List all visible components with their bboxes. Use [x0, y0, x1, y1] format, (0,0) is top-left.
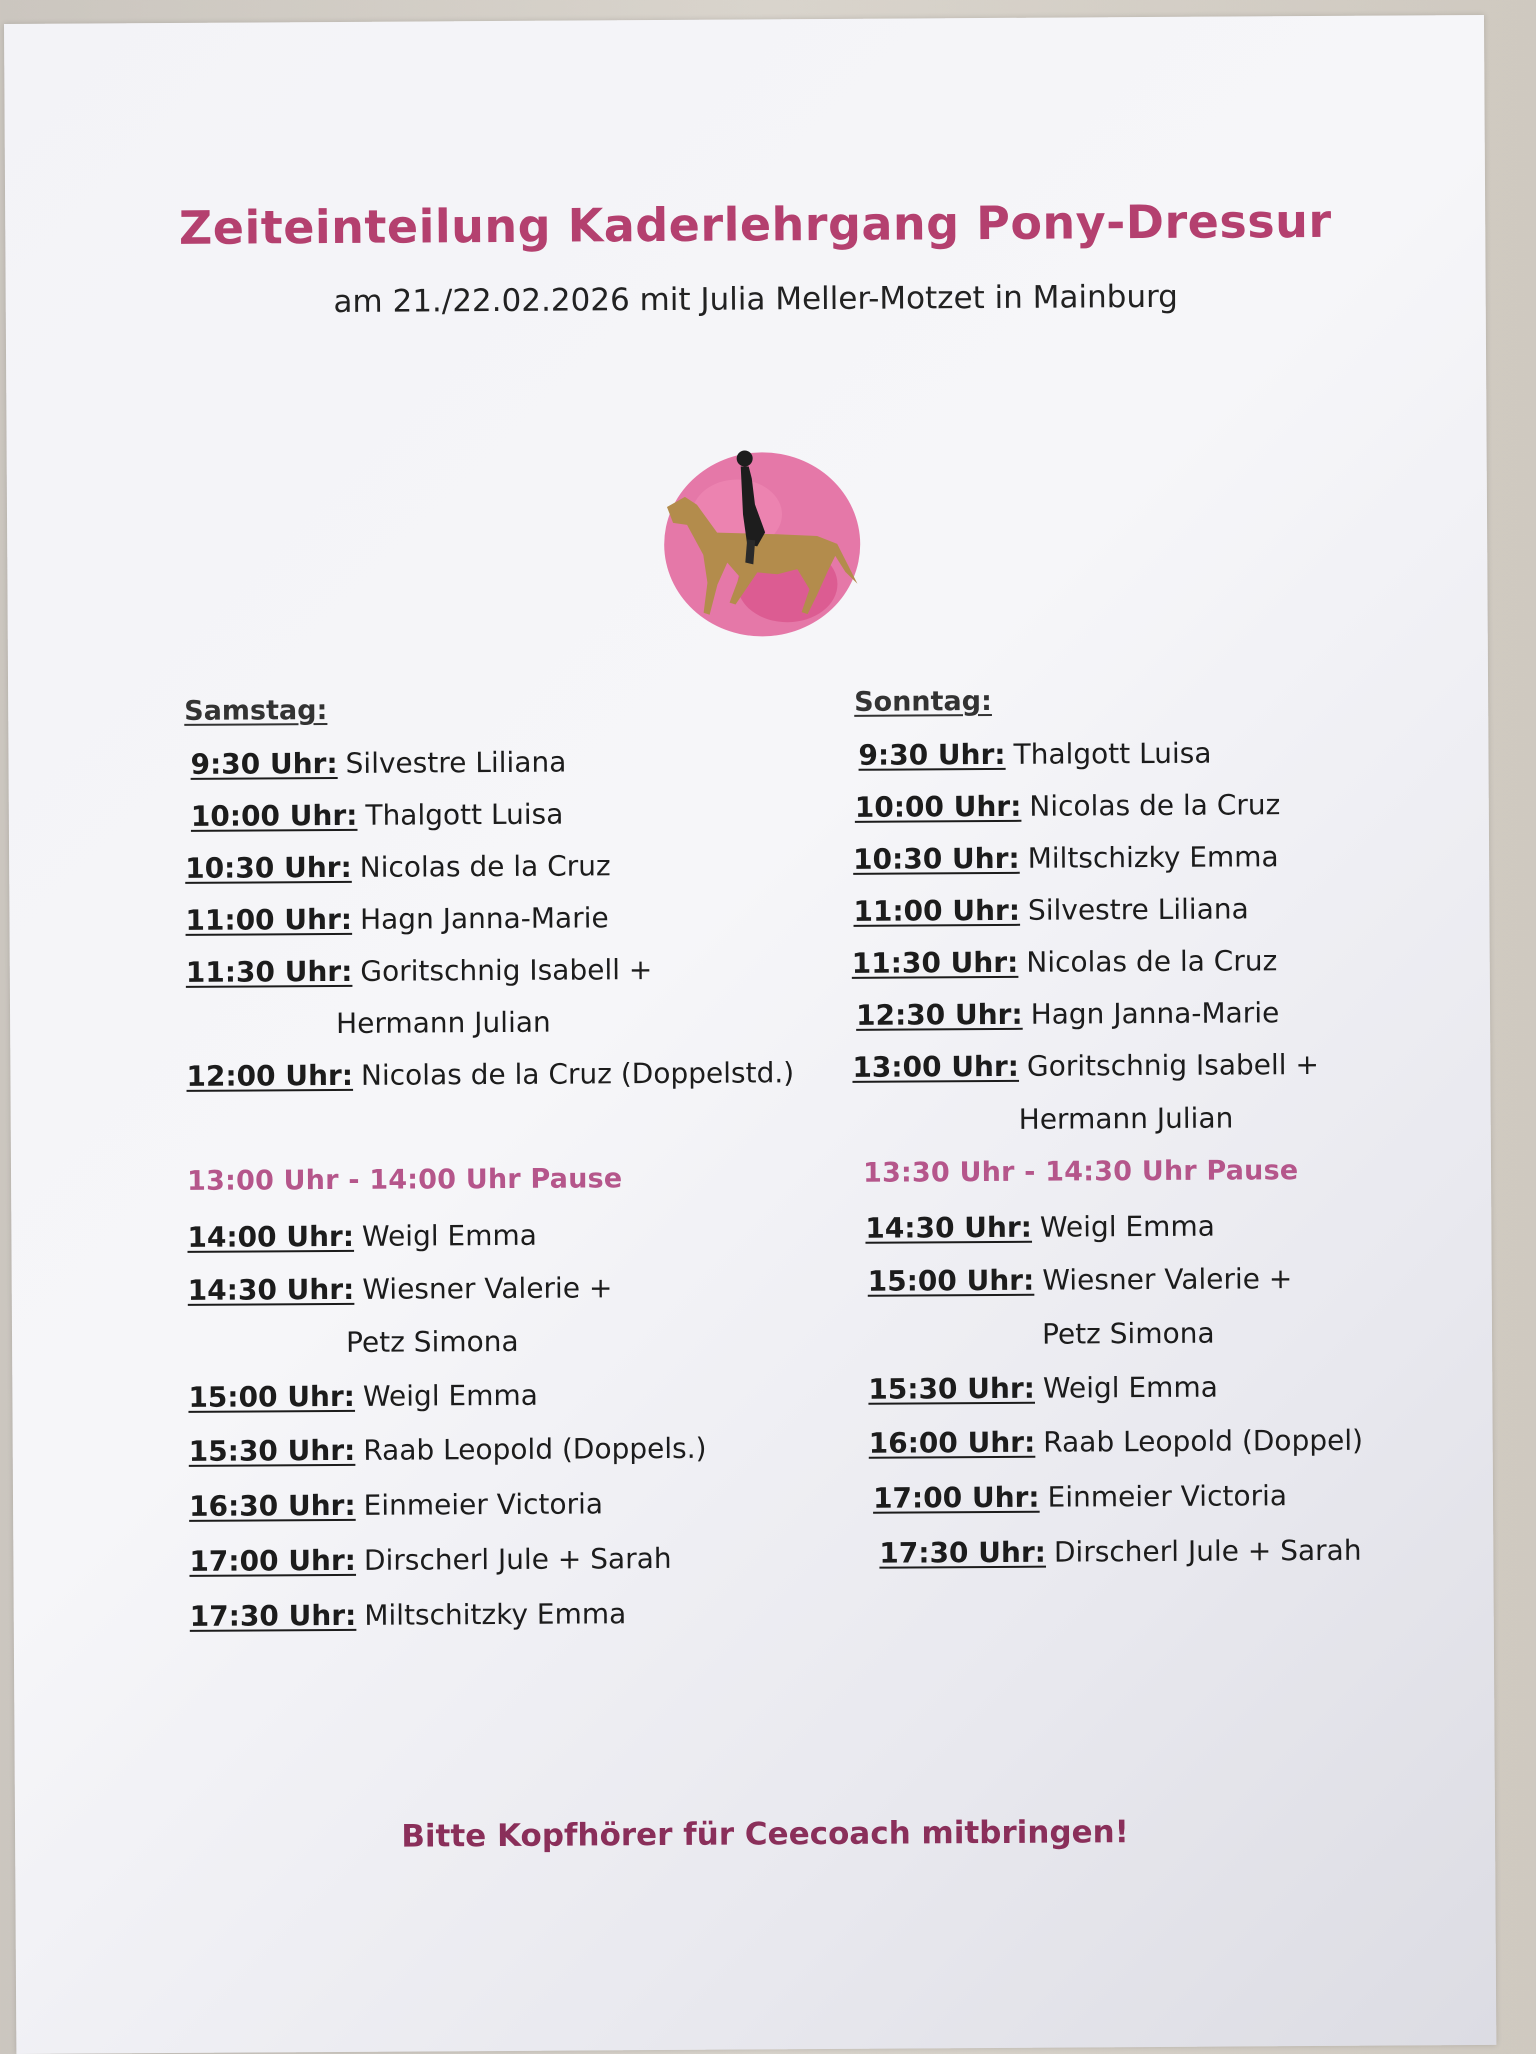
slot-time: 17:00 Uhr: — [189, 1543, 357, 1578]
saturday-slot — [186, 1056, 794, 1093]
slot-name: Weigl Emma — [361, 1218, 537, 1253]
slot-time: 11:30 Uhr: — [185, 954, 353, 989]
sunday-slot — [855, 788, 1281, 824]
slot-name: Silvestre Liliana — [345, 745, 567, 780]
saturday-slot — [191, 798, 564, 833]
slot-name: Einmeier Victoria — [1047, 1479, 1288, 1514]
sunday-slot — [873, 1479, 1287, 1515]
saturday-pause: 13:00 Uhr - 14:00 Uhr Pause — [186, 1163, 623, 1197]
slot-name: Miltschizky Emma — [1027, 840, 1279, 875]
slot-name: Dirscherl Jule + Sarah — [363, 1541, 672, 1577]
slot-continuation: Petz Simona — [345, 1324, 519, 1359]
slot-name: Goritschnig Isabell + — [1026, 1047, 1319, 1083]
slot-time: 11:30 Uhr: — [851, 945, 1019, 980]
slot-time: 14:30 Uhr: — [865, 1210, 1033, 1245]
slot-name: Raab Leopold (Doppels.) — [363, 1431, 707, 1467]
sunday-slot — [858, 737, 1211, 772]
slot-time: 11:00 Uhr: — [185, 902, 353, 937]
slot-name: Nicolas de la Cruz — [1029, 788, 1281, 823]
sunday-slot — [865, 1210, 1215, 1245]
slot-continuation: Hermann Julian — [1018, 1101, 1234, 1136]
saturday-slot — [189, 1432, 707, 1468]
slot-continuation: Hermann Julian — [336, 1005, 551, 1040]
saturday-slot — [190, 746, 566, 781]
slot-time: 10:30 Uhr: — [853, 841, 1020, 876]
slot-name: Weigl Emma — [1039, 1209, 1215, 1244]
slot-time: 9:30 Uhr: — [858, 737, 1006, 772]
slot-time: 9:30 Uhr: — [190, 746, 338, 781]
slot-time: 17:30 Uhr: — [189, 1598, 357, 1633]
saturday-slot — [188, 1379, 538, 1414]
page-subtitle: am 21./22.02.2026 mit Julia Meller-Motzet in Mainburg — [333, 278, 1179, 320]
slot-name: Nicolas de la Cruz (Doppelstd.) — [360, 1056, 795, 1092]
slot-name: Einmeier Victoria — [363, 1487, 604, 1522]
sunday-slot — [879, 1534, 1361, 1570]
slot-name: Weigl Emma — [1042, 1370, 1218, 1405]
slot-continuation: Petz Simona — [1041, 1316, 1215, 1351]
slot-time: 17:00 Uhr: — [872, 1480, 1040, 1515]
saturday-slot — [189, 1487, 603, 1523]
page-title: Zeiteinteilung Kaderlehrgang Pony-Dressur — [178, 193, 1332, 255]
slot-name: Raab Leopold (Doppel) — [1043, 1423, 1364, 1459]
sunday-slot — [856, 996, 1279, 1032]
sunday-heading: Sonntag: — [854, 685, 992, 718]
saturday-slot — [188, 1271, 613, 1307]
sunday-pause: 13:30 Uhr - 14:30 Uhr Pause — [862, 1155, 1299, 1189]
slot-time: 16:30 Uhr: — [188, 1488, 356, 1523]
slot-name: Goritschnig Isabell + — [360, 953, 653, 988]
slot-name: Dirscherl Jule + Sarah — [1053, 1533, 1362, 1569]
slot-name: Silvestre Liliana — [1027, 892, 1249, 927]
slot-name: Thalgott Luisa — [1013, 736, 1212, 771]
slot-time: 15:30 Uhr: — [868, 1371, 1036, 1406]
slot-time: 13:00 Uhr: — [852, 1049, 1020, 1084]
sunday-slot — [853, 840, 1279, 876]
sunday-slot — [869, 1424, 1364, 1460]
slot-name: Nicolas de la Cruz — [1026, 944, 1278, 979]
slot-time: 17:30 Uhr: — [879, 1535, 1047, 1570]
slot-time: 16:00 Uhr: — [868, 1425, 1036, 1460]
sunday-slot — [868, 1262, 1293, 1298]
sunday-slot — [852, 944, 1278, 980]
slot-name: Weigl Emma — [362, 1378, 538, 1413]
slot-name: Wiesner Valerie + — [1042, 1262, 1293, 1297]
schedule-sheet — [4, 15, 1496, 2054]
saturday-heading: Samstag: — [184, 695, 328, 727]
dressage-rider-icon — [657, 444, 878, 645]
slot-time: 12:30 Uhr: — [855, 997, 1023, 1032]
slot-time: 15:30 Uhr: — [188, 1433, 356, 1468]
slot-time: 14:00 Uhr: — [187, 1219, 355, 1254]
saturday-slot — [186, 953, 653, 989]
slot-time: 11:00 Uhr: — [853, 893, 1021, 928]
slot-time: 15:00 Uhr: — [188, 1379, 356, 1414]
slot-name: Thalgott Luisa — [365, 797, 564, 832]
slot-time: 12:00 Uhr: — [186, 1058, 354, 1093]
footer-note: Bitte Kopfhörer für Ceecoach mitbringen! — [401, 1814, 1129, 1855]
sunday-slot — [852, 1048, 1319, 1084]
slot-name: Miltschitzky Emma — [364, 1597, 627, 1632]
saturday-slot — [187, 1219, 537, 1254]
slot-time: 14:30 Uhr: — [187, 1272, 355, 1307]
saturday-slot — [185, 849, 611, 885]
slot-name: Nicolas de la Cruz — [359, 849, 611, 884]
saturday-slot — [185, 901, 608, 937]
slot-name: Hagn Janna-Marie — [359, 901, 609, 936]
saturday-slot — [190, 1597, 627, 1633]
sunday-slot — [868, 1371, 1218, 1406]
slot-time: 10:00 Uhr: — [190, 798, 358, 833]
slot-name: Wiesner Valerie + — [362, 1271, 613, 1306]
slot-name: Hagn Janna-Marie — [1030, 996, 1280, 1031]
slot-time: 10:00 Uhr: — [854, 789, 1022, 824]
slot-time: 15:00 Uhr: — [867, 1263, 1035, 1298]
sunday-slot — [853, 892, 1248, 927]
slot-time: 10:30 Uhr: — [185, 850, 352, 885]
saturday-slot — [189, 1542, 671, 1578]
